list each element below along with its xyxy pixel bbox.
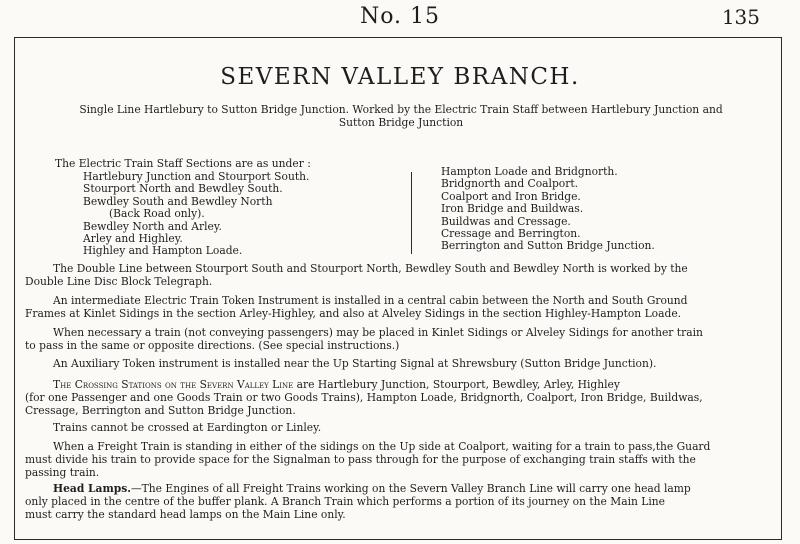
paragraph-line	[25, 482, 777, 495]
paragraph-line: must divide his train to provide space for the Signalman to pass through for the purpose of exchanging train staffs with the	[25, 453, 696, 466]
paragraph-eardington	[25, 421, 777, 434]
sections-heading: The Electric Train Staff Sections are as under :	[55, 157, 311, 170]
paragraph-line: The Double Line between Stourport South and Stourport North, Bewdley South and Bewdley North is worked by the	[53, 262, 688, 275]
subtitle-line-2: Sutton Bridge Junction	[338, 116, 464, 129]
paragraph-line: Frames at Kinlet Sidings in the section Arley-Highley, and also at Alveley Sidings in the section Highley-Hampton Loade.	[25, 307, 682, 320]
section-item: Berrington and Sutton Bridge Junction.	[441, 239, 655, 253]
section-item: Buildwas and Cressage.	[441, 214, 571, 228]
subtitle-line-1: Single Line Hartlebury to Sutton Bridge Junction. Worked by the Electric Train Staff between Hartlebury Junction and	[79, 103, 723, 116]
paragraph-line: only placed in the centre of the buffer plank. A Branch Train which performs a portion of its journey on the Main Line	[25, 495, 666, 508]
section-item: Bewdley South and Bewdley North	[83, 194, 273, 208]
paragraph-line: When a Freight Train is standing in either of the sidings on the Up side at Coalport, waiting for a train to pass,the Guard	[53, 440, 711, 453]
paragraph-line: Cressage, Berrington and Sutton Bridge Junction.	[25, 404, 296, 417]
paragraph-text: are Hartlebury Junction, Stourport, Bewdley, Arley, Highley	[293, 378, 620, 391]
column-divider	[411, 172, 412, 254]
paragraph-line: to pass in the same or opposite directions. (See special instructions.)	[25, 339, 400, 352]
section-item-continuation: (Back Road only).	[109, 207, 205, 221]
paragraph-text: —The Engines of all Freight Trains working on the Severn Valley Branch Line will carry one head lamp	[130, 482, 691, 495]
paragraph-kinlet-sidings	[25, 326, 777, 352]
section-item: Highley and Hampton Loade.	[83, 244, 243, 258]
paragraph-crossing-stations	[25, 378, 777, 417]
section-item: Stourport North and Bewdley South.	[83, 182, 283, 196]
paragraph-line: When necessary a train (not conveying passengers) may be placed in Kinlet Sidings or Alveley Sidings for another train	[53, 326, 703, 339]
paragraph-line: An Auxiliary Token instrument is installed near the Up Starting Signal at Shrewsbury (Sutton Bridge Junction).	[53, 357, 657, 370]
paragraph-token-instrument	[25, 294, 777, 320]
crossing-stations-lead: The Crossing Stations on the Severn Valley Line	[53, 378, 294, 391]
subtitle	[26, 103, 776, 129]
paragraph-double-line	[25, 262, 777, 288]
section-item: Arley and Highley.	[83, 232, 183, 246]
section-item: Hampton Loade and Bridgnorth.	[441, 165, 618, 178]
section-item: Bridgnorth and Coalport.	[441, 177, 579, 191]
paragraph-freight-train	[25, 440, 777, 479]
page-header-number: No. 15	[359, 4, 441, 29]
paragraph-auxiliary-token	[25, 357, 777, 370]
sections-left-column	[83, 171, 309, 258]
paragraph-line	[25, 378, 777, 391]
paragraph-line: (for one Passenger and one Goods Train or two Goods Trains), Hampton Loade, Bridgnorth, Coalport, Iron Bridge, Buildwas,	[25, 391, 703, 404]
paragraph-head-lamps	[25, 482, 777, 521]
page-title: SEVERN VALLEY BRANCH.	[220, 64, 580, 90]
paragraph-line: passing train.	[25, 466, 100, 479]
section-item: Hartlebury Junction and Stourport South.	[83, 170, 310, 183]
paragraph-line: must carry the standard head lamps on the Main Line only.	[25, 508, 346, 521]
head-lamps-lead: Head Lamps.	[53, 482, 131, 495]
sections-right-column	[441, 166, 655, 253]
paragraph-line: An intermediate Electric Train Token Instrument is installed in a central cabin between the North and South Ground	[53, 294, 688, 307]
section-item: Bewdley North and Arley.	[83, 219, 222, 233]
paragraph-line: Double Line Disc Block Telegraph.	[25, 275, 213, 288]
page-number: 135	[721, 5, 760, 29]
section-item: Iron Bridge and Buildwas.	[441, 202, 584, 216]
section-item: Cressage and Berrington.	[441, 227, 581, 241]
section-item: Coalport and Iron Bridge.	[441, 189, 581, 203]
paragraph-line: Trains cannot be crossed at Eardington or Linley.	[53, 421, 322, 434]
